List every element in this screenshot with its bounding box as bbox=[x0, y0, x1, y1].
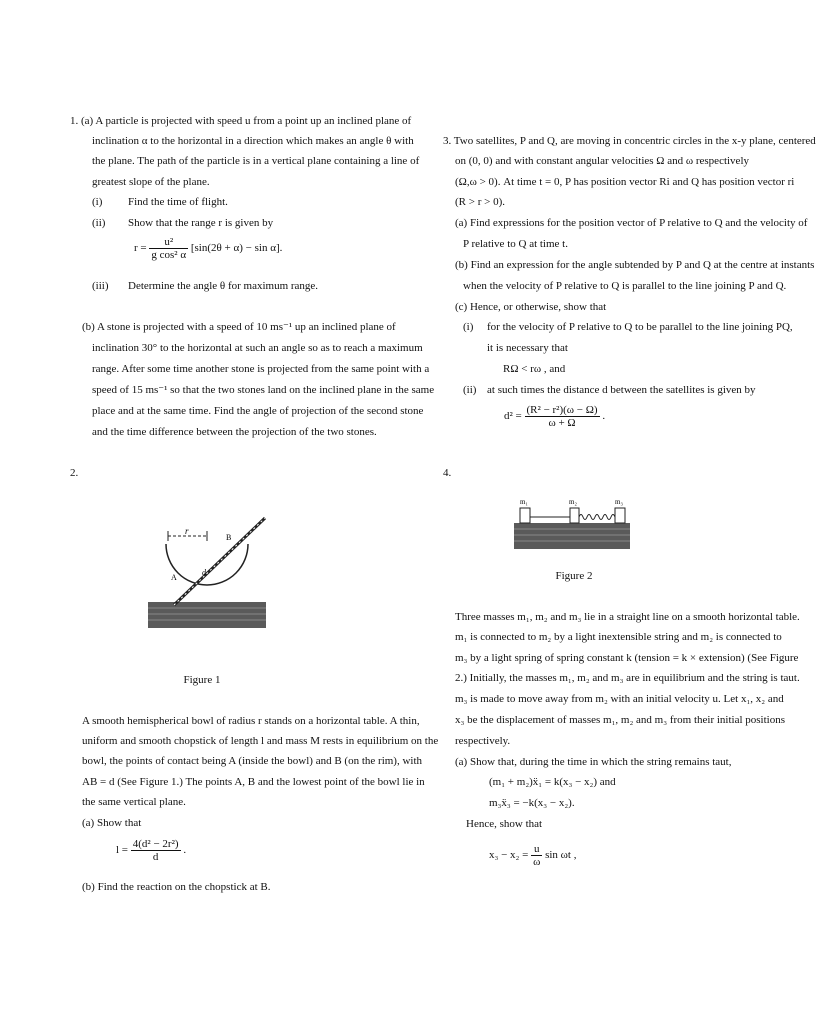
q1-item-text: Find the time of flight. bbox=[128, 196, 228, 208]
label-A: A bbox=[171, 573, 177, 582]
eq-numerator: (R² − r²)(ω − Ω) bbox=[526, 404, 598, 416]
q4-line: Three masses m₁, m₂ and m₃ lie in a straight line on a smooth horizontal table. bbox=[455, 611, 800, 623]
q1-item-num: (ii) bbox=[92, 217, 106, 229]
distance-equation bbox=[504, 404, 605, 429]
mass-m3 bbox=[615, 508, 625, 523]
table-surface bbox=[148, 602, 266, 628]
q4-equation-2: m₃ẍ₃ = −k(x₃ − x₂). bbox=[489, 797, 575, 809]
table-surface bbox=[514, 523, 630, 549]
figure-2-caption: Figure 2 bbox=[555, 570, 593, 582]
q3-item-text: it is necessary that bbox=[487, 342, 568, 354]
label-m2: m₂ bbox=[569, 498, 577, 506]
eq-denominator: g cos² α bbox=[151, 249, 187, 261]
q4-number: 4. bbox=[443, 467, 452, 479]
eq-lhs: d² = bbox=[504, 410, 522, 423]
mass-m1 bbox=[520, 508, 530, 523]
q1b-line: inclination 30° to the horizontal at such an angle so as to reach a maximum bbox=[92, 342, 423, 354]
eq-numerator: u² bbox=[149, 236, 188, 249]
eq-lhs: l = bbox=[116, 844, 129, 857]
label-d: d bbox=[202, 568, 206, 577]
eq-lhs: r = bbox=[134, 242, 147, 255]
q1b-line: (b) A stone is projected with a speed of 10 ms⁻¹ up an inclined plane of bbox=[82, 321, 396, 333]
q4-line: (a) Show that, during the time in which the string remains taut, bbox=[455, 756, 732, 768]
q3-line: (b) Find an expression for the angle subtended by P and Q at the centre at instants bbox=[455, 259, 815, 271]
q3-line: (a) Find expressions for the position vector of P relative to Q and the velocity of bbox=[455, 217, 808, 229]
q1-line-2: inclination α to the horizontal in a direction which makes an angle θ with bbox=[92, 135, 414, 147]
eq-denominator: ω bbox=[533, 856, 541, 868]
q3-item-text: for the velocity of P relative to Q to be parallel to the line joining PQ, bbox=[487, 321, 793, 333]
q3-line: P relative to Q at time t. bbox=[463, 238, 568, 250]
q4-line: m₃ is made to move away from m₂ with an initial velocity u. Let x₁, x₂ and bbox=[455, 693, 784, 705]
label-m3: m₃ bbox=[615, 498, 623, 506]
q1-item-num: (i) bbox=[92, 196, 103, 208]
eq-rhs: sin ωt , bbox=[545, 849, 577, 862]
range-equation bbox=[134, 236, 282, 261]
q1b-line: place and at the same time. Find the angle of projection of the second stone bbox=[92, 405, 424, 417]
eq-lhs: x₃ − x₂ = bbox=[489, 849, 529, 862]
q2-number: 2. bbox=[70, 467, 79, 479]
q3-line: (c) Hence, or otherwise, show that bbox=[455, 301, 607, 313]
label-r: r bbox=[185, 526, 189, 536]
q2-line: the same vertical plane. bbox=[82, 796, 186, 808]
q3-line: 3. Two satellites, P and Q, are moving in concentric circles in the x-y plane, centered bbox=[443, 135, 816, 147]
q4-line: x₃ be the displacement of masses m₁, m₂ and m₃ from their initial positions bbox=[455, 714, 786, 726]
q1-item-text: Determine the angle θ for maximum range. bbox=[128, 280, 319, 292]
q4-equation-1: (m₁ + m₂)ẍ₁ = k(x₃ − x₂) and bbox=[489, 776, 616, 788]
eq-numerator: 4(d² − 2r²) bbox=[132, 838, 179, 850]
eq-tail: . bbox=[183, 844, 187, 857]
q3-item-text: RΩ < rω , and bbox=[503, 363, 566, 375]
label-B: B bbox=[226, 533, 232, 542]
figure-1-bowl bbox=[140, 510, 270, 630]
q2-part-b: (b) Find the reaction on the chopstick at B. bbox=[82, 881, 271, 893]
q1-item-num: (iii) bbox=[92, 280, 109, 292]
bowl-outline bbox=[166, 544, 248, 585]
figure-1-caption: Figure 1 bbox=[183, 674, 221, 686]
q2-line: uniform and smooth chopstick of length l and mass M rests in equilibrium on the bbox=[82, 735, 439, 747]
q3-line: when the velocity of P relative to Q is parallel to the line joining P and Q. bbox=[463, 280, 787, 292]
figure-2-masses bbox=[512, 493, 632, 551]
q1-line-1: 1. (a) A particle is projected with speed u from a point up an inclined plane of bbox=[70, 115, 412, 127]
q3-line: on (0, 0) and with constant angular velocities Ω and ω respectively bbox=[455, 155, 749, 167]
q4-line: 2.) Initially, the masses m₁, m₂ and m₃ are in equilibrium and the string is taut. bbox=[455, 672, 800, 684]
q1-item-text: Show that the range r is given by bbox=[128, 217, 274, 229]
q1-line-3: the plane. The path of the particle is in a vertical plane containing a line of bbox=[92, 155, 420, 167]
q3-line: (R > r > 0). bbox=[455, 196, 505, 208]
q4-equation-3 bbox=[489, 843, 576, 868]
q3-item-num: (i) bbox=[463, 321, 474, 333]
chopstick-length-equation bbox=[116, 838, 186, 863]
q4-line: m₃ by a light spring of spring constant k (tension = k × extension) (See Figure bbox=[455, 652, 799, 664]
q1b-line: and the time difference between the projection of the two stones. bbox=[92, 426, 377, 438]
q1b-line: speed of 15 ms⁻¹ so that the two stones land on the inclined plane in the same bbox=[92, 384, 435, 396]
q4-hence: Hence, show that bbox=[466, 818, 543, 830]
q2-line: (a) Show that bbox=[82, 817, 142, 829]
eq-denominator: ω + Ω bbox=[548, 417, 576, 429]
q3-item-num: (ii) bbox=[463, 384, 477, 396]
q2-line: AB = d (See Figure 1.) The points A, B and the lowest point of the bowl lie in bbox=[82, 776, 425, 788]
q3-line: (Ω,ω > 0). At time t = 0, P has position vector Ri and Q has position vector ri bbox=[455, 176, 795, 188]
eq-tail: . bbox=[602, 410, 606, 423]
mass-m2 bbox=[570, 508, 579, 523]
q4-line: respectively. bbox=[455, 735, 511, 747]
q2-line: bowl, the points of contact being A (inside the bowl) and B (on the rim), with bbox=[82, 755, 423, 767]
eq-numerator: u bbox=[531, 843, 542, 856]
spring bbox=[579, 515, 615, 520]
q2-line: A smooth hemispherical bowl of radius r stands on a horizontal table. A thin, bbox=[82, 715, 420, 727]
label-m1: m₁ bbox=[520, 498, 528, 506]
q4-line: m₁ is connected to m₂ by a light inextensible string and m₂ is connected to bbox=[455, 631, 782, 643]
q3-item-text: at such times the distance d between the satellites is given by bbox=[487, 384, 756, 396]
q1-line-4: greatest slope of the plane. bbox=[92, 176, 210, 188]
eq-rhs: [sin(2θ + α) − sin α]. bbox=[190, 242, 283, 255]
q1b-line: range. After some time another stone is projected from the same point with a bbox=[92, 363, 430, 375]
eq-denominator: d bbox=[152, 851, 159, 863]
